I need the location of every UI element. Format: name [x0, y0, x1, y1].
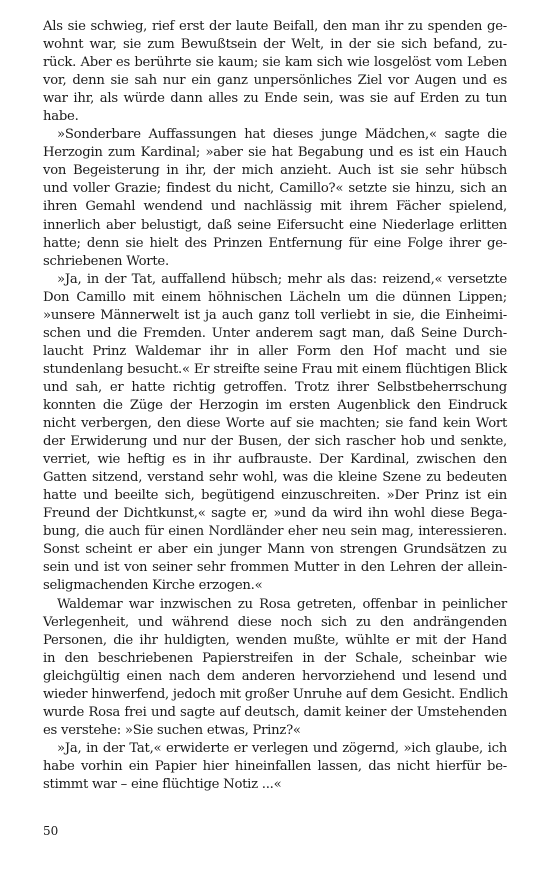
text-line: gleichgültig einen nach dem anderen hervorziehend und lesend und [43, 668, 507, 684]
text-line: schen und die Fremden. Unter anderem sagt man, daß Seine Durch- [43, 325, 507, 341]
text-line: wieder hinwerfend, jedoch mit großer Unruhe auf dem Gesicht. Endlich [43, 686, 509, 702]
text-line: es verstehe: »Sie suchen etwas, Prinz?« [43, 722, 301, 738]
text-line: »unsere Männerwelt ist ja auch ganz toll verliebt in sie, die Einheimi- [43, 307, 507, 323]
text-line: der Erwiderung und nur der Busen, der sich rascher hob und senkte, [43, 434, 507, 450]
text-line: innerlich aber belustigt, daß seine Eifersucht eine Niederlage erlitten [43, 217, 507, 233]
paragraph [43, 126, 507, 270]
book-page [43, 18, 507, 794]
text-line: von Begeisterung in ihr, der mich anzieht. Auch ist sie sehr hübsch [43, 163, 507, 179]
text-line: »Sonderbare Auffassungen hat dieses junge Mädchen,« sagte die [57, 127, 507, 143]
text-line: bung, die auch für einen Nordländer eher neu sein mag, interessieren. [43, 524, 507, 540]
text-line: wohnt war, sie zum Bewußtsein der Welt, in der sie sich befand, zu- [43, 37, 507, 53]
text-line: sein und ist von seiner sehr frommen Mutter in den Lehren der allein- [43, 560, 507, 576]
text-line: stundenlang besucht.« Er streifte seine Frau mit einem flüchtigen Blick [43, 361, 507, 377]
text-line: habe. [43, 109, 79, 125]
text-line: nicht verbergen, den diese Worte auf sie machten; sie fand kein Wort [43, 416, 507, 432]
text-line: wurde Rosa frei und sagte auf deutsch, damit keiner der Umstehenden [43, 704, 507, 720]
text-line: habe vorhin ein Papier hier hineinfallen lassen, das nicht hierfür be- [43, 758, 507, 774]
page-number: 50 [43, 824, 59, 838]
text-line: und voller Grazie; findest du nicht, Camillo?« setzte sie hinzu, sich an [43, 181, 507, 197]
text-line: »Ja, in der Tat, auffallend hübsch; mehr als das: reizend,« versetzte [57, 271, 507, 287]
text-line: Waldemar war inzwischen zu Rosa getreten, offenbar in peinlicher [57, 596, 507, 612]
paragraph [43, 18, 507, 126]
text-line: hatte und beeilte sich, begütigend einzuschreiten. »Der Prinz ist ein [43, 488, 507, 504]
text-line: laucht Prinz Waldemar ihr in aller Form den Hof macht und sie [43, 343, 507, 359]
text-line: Gatten sitzend, verstand sehr wohl, was die kleine Szene zu bedeuten [43, 470, 507, 486]
text-line: hatte; denn sie hielt des Prinzen Entfernung für eine Folge ihrer ge- [43, 235, 507, 251]
paragraph [43, 596, 507, 740]
text-line: schriebenen Worte. [43, 253, 169, 269]
text-line: Don Camillo mit einem höhnischen Lächeln um die dünnen Lippen; [43, 289, 507, 305]
text-line: in den beschriebenen Papierstreifen in der Schale, scheinbar wie [43, 650, 507, 666]
text-line: war ihr, als würde dann alles zu Ende sein, was sie auf Erden zu tun [43, 91, 507, 107]
paragraph [43, 271, 507, 596]
text-line: rück. Aber es berührte sie kaum; sie kam sich wie losgelöst vom Leben [43, 55, 507, 71]
text-line: konnten die Züge der Herzogin im ersten Augenblick den Eindruck [43, 397, 507, 413]
text-line: Freund der Dichtkunst,« sagte er, »und da wird ihn wohl diese Bega- [43, 506, 507, 522]
text-line: Personen, die ihr huldigten, wenden mußte, wühlte er mit der Hand [43, 632, 507, 648]
text-line: und sah, er hatte richtig getroffen. Trotz ihrer Selbstbeherrschung [43, 379, 507, 395]
text-line: verriet, wie heftig es in ihr aufbrauste. Der Kardinal, zwischen den [43, 452, 507, 468]
text-line: ihren Gemahl wendend und nachlässig mit ihrem Fächer spielend, [43, 199, 507, 215]
text-line: Herzogin zum Kardinal; »aber sie hat Begabung und es ist ein Hauch [43, 145, 507, 161]
text-line: Als sie schwieg, rief erst der laute Beifall, den man ihr zu spenden ge- [43, 19, 507, 34]
text-line: Verlegenheit, und während diese noch sich zu den andrängenden [43, 614, 507, 630]
text-line: Sonst scheint er aber ein junger Mann von strengen Grundsätzen zu [43, 542, 507, 558]
text-line: »Ja, in der Tat,« erwiderte er verlegen und zögernd, »ich glaube, ich [57, 740, 507, 756]
text-line: stimmt war – eine flüchtige Notiz ...« [43, 776, 282, 792]
text-line: seligmachenden Kirche erzogen.« [43, 578, 263, 594]
text-line: vor, denn sie sah nur ein ganz unpersönliches Ziel vor Augen und es [43, 73, 507, 89]
paragraph [43, 740, 507, 794]
